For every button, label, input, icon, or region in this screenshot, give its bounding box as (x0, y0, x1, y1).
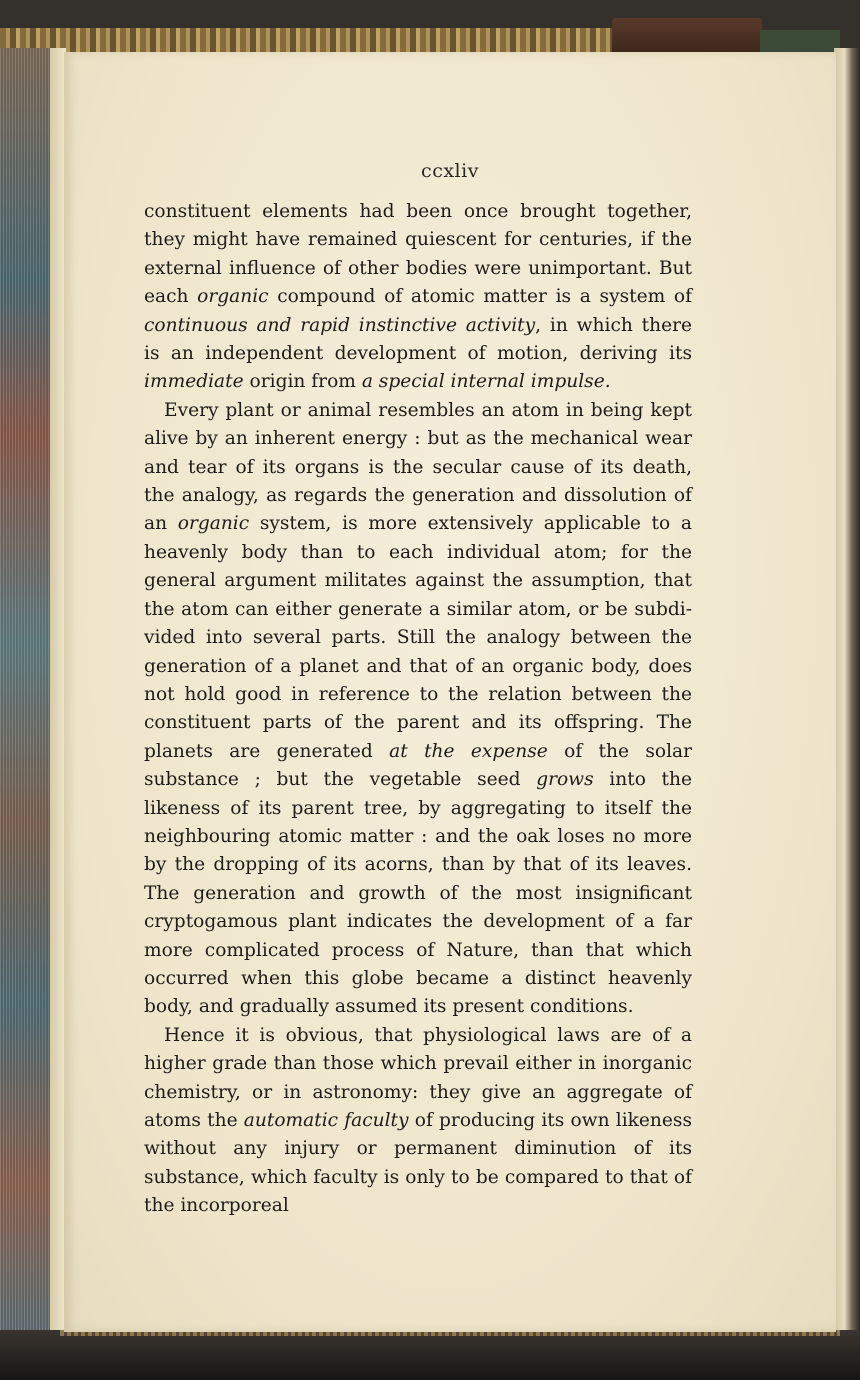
text-run: into the likeness of its parent tree, by aggregating to itself the neighbouring atomic matter : and the oak loses no more by the dropping of its acorns, than by that of its leaves. The generation and growth of the most insignificant cryptogamous plant indicates the development of a far more complicated process of Nature, than that which occurred when this globe became a distinct heavenly body, and gradually assumed its present conditions. (144, 769, 692, 1018)
text-run: Hence it is obvious, that physiological laws are of a higher grade than those which prevail either in inorganic chemistry, or in astronomy: they give an aggregate of atoms the (144, 1024, 692, 1131)
binding-leather-cap (612, 18, 762, 54)
text-run: compound of atomic matter is a system of (268, 286, 692, 308)
text-run: Every plant or animal resembles an atom in being kept alive by an inherent energy : but as the mechanical wear and tear of its organs is the secular cause of its death, the analogy, as regards the generation and dissolution of an (144, 399, 692, 535)
text-run: , in which there is an independent development of motion, deriving its (144, 314, 692, 365)
body-text (144, 198, 692, 1221)
page-number: ccxliv (421, 160, 479, 182)
paragraph (144, 1022, 692, 1221)
italic-run: at the expense (389, 740, 548, 762)
italic-run: organic (177, 513, 250, 535)
text-run: of the solar substance ; but the vegetable seed (144, 740, 693, 791)
page-right-edge (834, 48, 860, 1340)
paragraph (144, 198, 692, 397)
paragraph (144, 397, 692, 1022)
italic-run: continuous and rapid instinctive activity (144, 314, 536, 336)
italic-run: a special internal impulse. (361, 371, 611, 393)
text-run: origin from (243, 371, 362, 393)
binding-cloth-corner (760, 30, 840, 54)
italic-run: automatic faculty (243, 1110, 409, 1131)
italic-run: immediate (144, 371, 244, 393)
italic-run: organic (197, 286, 269, 308)
marbled-page-edges (0, 48, 66, 1340)
binding-bottom (0, 1330, 860, 1380)
text-run: constituent elements had been once brought together, they might have remained quiescent for centuries, if the external influence of other bodies were unimportant. But each (144, 201, 692, 308)
text-run: system, is more extensively applicable to a heavenly body than to each individual atom; for the general argument militates against the assumption, that the atom can either generate a similar atom, or be subdivided into several parts. Still the analogy between the generation of a planet and that of an organic body, does not hold good in reference to the relation between the constituent parts of the parent and its offspring. The planets are generated (144, 513, 692, 762)
text-run: of producing its own likeness without any injury or permanent diminution of its substance, which faculty is only to be compared to that of the incorporeal (144, 1110, 692, 1217)
italic-run: grows (536, 769, 594, 791)
